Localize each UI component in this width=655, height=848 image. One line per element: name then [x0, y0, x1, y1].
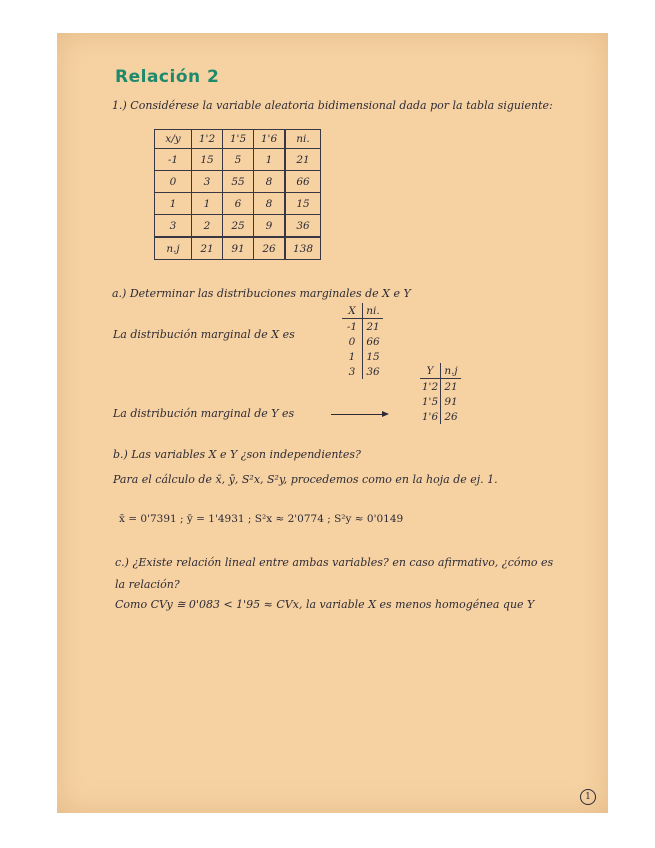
table-header: 1'2 — [192, 130, 223, 149]
table-cell: 15 — [285, 193, 321, 215]
table-header: 1'5 — [223, 130, 254, 149]
table-cell: 36 — [285, 215, 321, 238]
table-cell: 3 — [155, 215, 192, 238]
table-cell: 15 — [366, 350, 380, 363]
question-c-continued: la relación? — [115, 578, 180, 591]
table-cell: 21 — [444, 380, 458, 393]
table-cell: 1 — [254, 149, 286, 171]
table-header: ni. — [285, 130, 321, 149]
table-cell: 15 — [192, 149, 223, 171]
table-cell: 25 — [223, 215, 254, 238]
question-1: 1.) Considérese la variable aleatoria bidimensional dada por la tabla siguiente: — [112, 99, 553, 112]
table-cell: 21 — [285, 149, 321, 171]
table-header: n.j — [441, 363, 462, 379]
table-cell: 8 — [254, 193, 286, 215]
table-cell: 91 — [223, 237, 254, 260]
table-header: X — [342, 303, 363, 319]
table-cell: 21 — [192, 237, 223, 260]
table-header: x/y — [155, 130, 192, 149]
marginal-x-table — [342, 303, 383, 379]
marginal-y-text: La distribución marginal de Y es — [113, 407, 295, 420]
marginal-x-text: La distribución marginal de X es — [113, 328, 295, 341]
table-header: Y — [420, 363, 441, 379]
table-totals-row — [155, 237, 321, 260]
table-cell: 8 — [254, 171, 286, 193]
table-cell: 66 — [366, 335, 380, 348]
notebook-page — [57, 33, 608, 813]
table-cell: 1'6 — [420, 409, 441, 424]
table-cell: 3 — [192, 171, 223, 193]
question-a: a.) Determinar las distribuciones marginales de X e Y — [112, 287, 411, 300]
table-cell: 1'2 — [420, 379, 441, 395]
table-cell: 0 — [342, 334, 363, 349]
question-b-text: Para el cálculo de x̄, ȳ, S²x, S²y, procedemos como en la hoja de ej. 1. — [113, 473, 498, 486]
table-cell: 1 — [155, 193, 192, 215]
table-row — [155, 149, 321, 171]
table-cell: -1 — [155, 149, 192, 171]
table-cell: 5 — [223, 149, 254, 171]
table-cell: 3 — [342, 364, 363, 379]
marginal-y-table — [420, 363, 461, 424]
right-arrow-icon — [331, 414, 387, 415]
table-header: 1'6 — [254, 130, 286, 149]
page-number: 1 — [580, 789, 596, 805]
table-cell: 138 — [285, 237, 321, 260]
joint-frequency-table — [154, 129, 321, 260]
table-cell: 55 — [223, 171, 254, 193]
table-cell: 1 — [192, 193, 223, 215]
table-cell: n.j — [155, 237, 192, 260]
table-cell: 91 — [444, 395, 458, 408]
table-cell: -1 — [342, 319, 363, 335]
table-cell: 2 — [192, 215, 223, 238]
question-b-results: x̄ = 0'7391 ; ȳ = 1'4931 ; S²x ≈ 2'0774 ; S²y ≈ 0'0149 — [119, 513, 404, 525]
question-b: b.) Las variables X e Y ¿son independientes? — [113, 448, 361, 461]
table-cell: 26 — [254, 237, 286, 260]
table-cell: 1'5 — [420, 394, 441, 409]
table-row — [155, 215, 321, 238]
question-c: c.) ¿Existe relación lineal entre ambas variables? en caso afirmativo, ¿cómo es — [115, 556, 554, 569]
table-header: ni. — [363, 303, 384, 319]
table-cell: 0 — [155, 171, 192, 193]
page-title: Relación 2 — [115, 67, 220, 87]
question-c-text: Como CVy ≅ 0'083 < 1'95 ≈ CVx, la variable X es menos homogénea que Y — [115, 598, 535, 611]
table-header-row — [155, 130, 321, 149]
table-cell: 21 — [366, 320, 380, 333]
table-row — [155, 193, 321, 215]
table-cell: 6 — [223, 193, 254, 215]
table-row — [155, 171, 321, 193]
table-cell: 9 — [254, 215, 286, 238]
table-cell: 36 — [366, 365, 380, 378]
table-cell: 26 — [444, 410, 458, 423]
table-cell: 66 — [285, 171, 321, 193]
table-cell: 1 — [342, 349, 363, 364]
